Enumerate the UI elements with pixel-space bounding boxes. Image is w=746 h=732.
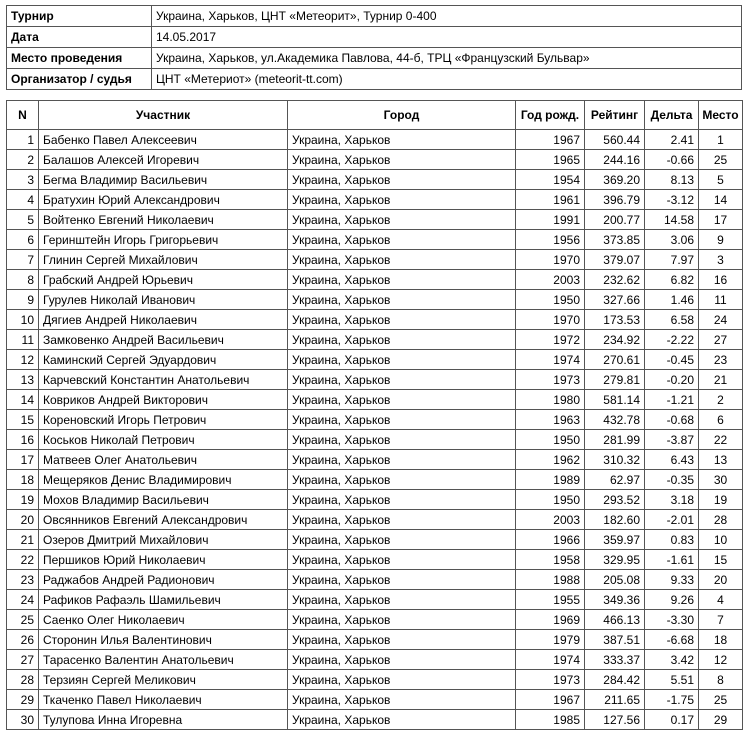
cell-number: 15 [7, 410, 39, 430]
cell-birth-year: 1988 [516, 570, 585, 590]
cell-place: 11 [699, 290, 743, 310]
cell-number: 26 [7, 630, 39, 650]
cell-place: 25 [699, 690, 743, 710]
cell-participant: Глинин Сергей Михайлович [39, 250, 288, 270]
cell-delta: -3.30 [645, 610, 699, 630]
cell-rating: 329.95 [585, 550, 645, 570]
cell-delta: 6.58 [645, 310, 699, 330]
cell-birth-year: 1967 [516, 130, 585, 150]
cell-number: 5 [7, 210, 39, 230]
cell-city: Украина, Харьков [288, 330, 516, 350]
cell-place: 18 [699, 630, 743, 650]
cell-participant: Ткаченко Павел Николаевич [39, 690, 288, 710]
cell-place: 15 [699, 550, 743, 570]
cell-city: Украина, Харьков [288, 450, 516, 470]
cell-city: Украина, Харьков [288, 670, 516, 690]
cell-number: 21 [7, 530, 39, 550]
cell-number: 8 [7, 270, 39, 290]
table-row [7, 230, 743, 250]
table-row [7, 670, 743, 690]
cell-place: 20 [699, 570, 743, 590]
cell-city: Украина, Харьков [288, 230, 516, 250]
column-header-number: N [7, 101, 39, 130]
cell-number: 25 [7, 610, 39, 630]
cell-city: Украина, Харьков [288, 490, 516, 510]
cell-number: 4 [7, 190, 39, 210]
cell-participant: Овсянников Евгений Александрович [39, 510, 288, 530]
table-row [7, 350, 743, 370]
cell-number: 17 [7, 450, 39, 470]
table-row [7, 590, 743, 610]
cell-participant: Войтенко Евгений Николаевич [39, 210, 288, 230]
cell-birth-year: 1967 [516, 690, 585, 710]
table-header-row [7, 101, 743, 130]
cell-number: 18 [7, 470, 39, 490]
cell-participant: Озеров Дмитрий Михайлович [39, 530, 288, 550]
info-value: ЦНТ «Метериот» (meteorit-tt.com) [152, 69, 742, 90]
cell-city: Украина, Харьков [288, 550, 516, 570]
tournament-info-table [6, 5, 742, 90]
cell-place: 7 [699, 610, 743, 630]
cell-rating: 369.20 [585, 170, 645, 190]
cell-participant: Раджабов Андрей Радионович [39, 570, 288, 590]
table-row [7, 610, 743, 630]
cell-rating: 466.13 [585, 610, 645, 630]
table-row [7, 630, 743, 650]
cell-birth-year: 1961 [516, 190, 585, 210]
table-row [7, 690, 743, 710]
cell-place: 29 [699, 710, 743, 730]
cell-number: 12 [7, 350, 39, 370]
cell-place: 13 [699, 450, 743, 470]
cell-city: Украина, Харьков [288, 530, 516, 550]
table-row [7, 710, 743, 730]
cell-place: 30 [699, 470, 743, 490]
cell-number: 30 [7, 710, 39, 730]
cell-rating: 560.44 [585, 130, 645, 150]
cell-rating: 127.56 [585, 710, 645, 730]
cell-delta: 3.06 [645, 230, 699, 250]
cell-birth-year: 1950 [516, 490, 585, 510]
cell-place: 27 [699, 330, 743, 350]
cell-participant: Мещеряков Денис Владимирович [39, 470, 288, 490]
cell-rating: 200.77 [585, 210, 645, 230]
cell-city: Украина, Харьков [288, 710, 516, 730]
cell-number: 19 [7, 490, 39, 510]
info-label: Турнир [7, 6, 152, 27]
cell-city: Украина, Харьков [288, 130, 516, 150]
cell-rating: 293.52 [585, 490, 645, 510]
cell-rating: 359.97 [585, 530, 645, 550]
column-header-delta: Дельта [645, 101, 699, 130]
cell-birth-year: 1956 [516, 230, 585, 250]
cell-number: 24 [7, 590, 39, 610]
cell-birth-year: 1955 [516, 590, 585, 610]
cell-participant: Братухин Юрий Александрович [39, 190, 288, 210]
cell-delta: 7.97 [645, 250, 699, 270]
cell-participant: Саенко Олег Николаевич [39, 610, 288, 630]
cell-number: 2 [7, 150, 39, 170]
cell-delta: -2.22 [645, 330, 699, 350]
cell-delta: -2.01 [645, 510, 699, 530]
cell-city: Украина, Харьков [288, 250, 516, 270]
cell-birth-year: 1974 [516, 350, 585, 370]
cell-place: 23 [699, 350, 743, 370]
cell-city: Украина, Харьков [288, 610, 516, 630]
cell-birth-year: 1985 [516, 710, 585, 730]
table-row [7, 310, 743, 330]
cell-place: 17 [699, 210, 743, 230]
cell-number: 14 [7, 390, 39, 410]
cell-number: 10 [7, 310, 39, 330]
table-row [7, 330, 743, 350]
cell-delta: 8.13 [645, 170, 699, 190]
table-row [7, 290, 743, 310]
table-row [7, 490, 743, 510]
cell-number: 27 [7, 650, 39, 670]
cell-delta: 9.26 [645, 590, 699, 610]
cell-participant: Каминский Сергей Эдуардович [39, 350, 288, 370]
cell-birth-year: 1958 [516, 550, 585, 570]
cell-place: 28 [699, 510, 743, 530]
column-header-city: Город [288, 101, 516, 130]
cell-participant: Матвеев Олег Анатольевич [39, 450, 288, 470]
cell-city: Украина, Харьков [288, 190, 516, 210]
cell-delta: 6.82 [645, 270, 699, 290]
cell-delta: 6.43 [645, 450, 699, 470]
cell-delta: -0.35 [645, 470, 699, 490]
cell-birth-year: 1989 [516, 470, 585, 490]
cell-rating: 211.65 [585, 690, 645, 710]
cell-city: Украина, Харьков [288, 150, 516, 170]
cell-delta: 1.46 [645, 290, 699, 310]
cell-place: 9 [699, 230, 743, 250]
cell-delta: 0.17 [645, 710, 699, 730]
cell-birth-year: 2003 [516, 270, 585, 290]
table-row [7, 510, 743, 530]
cell-rating: 373.85 [585, 230, 645, 250]
cell-number: 22 [7, 550, 39, 570]
cell-delta: -0.20 [645, 370, 699, 390]
table-row [7, 470, 743, 490]
cell-delta: 5.51 [645, 670, 699, 690]
cell-rating: 284.42 [585, 670, 645, 690]
cell-rating: 173.53 [585, 310, 645, 330]
cell-city: Украина, Харьков [288, 170, 516, 190]
cell-participant: Терзиян Сергей Меликович [39, 670, 288, 690]
cell-participant: Кореновский Игорь Петрович [39, 410, 288, 430]
cell-place: 14 [699, 190, 743, 210]
cell-place: 16 [699, 270, 743, 290]
cell-participant: Сторонин Илья Валентинович [39, 630, 288, 650]
table-row [7, 550, 743, 570]
cell-number: 20 [7, 510, 39, 530]
cell-delta: -0.45 [645, 350, 699, 370]
cell-place: 25 [699, 150, 743, 170]
table-row [7, 450, 743, 470]
cell-birth-year: 1966 [516, 530, 585, 550]
cell-participant: Рафиков Рафаэль Шамильевич [39, 590, 288, 610]
cell-city: Украина, Харьков [288, 470, 516, 490]
cell-rating: 349.36 [585, 590, 645, 610]
column-header-birth-year: Год рожд. [516, 101, 585, 130]
info-label: Дата [7, 27, 152, 48]
cell-delta: -3.87 [645, 430, 699, 450]
cell-number: 1 [7, 130, 39, 150]
cell-rating: 281.99 [585, 430, 645, 450]
cell-number: 28 [7, 670, 39, 690]
cell-city: Украина, Харьков [288, 310, 516, 330]
cell-delta: -1.61 [645, 550, 699, 570]
cell-number: 16 [7, 430, 39, 450]
cell-place: 6 [699, 410, 743, 430]
table-row [7, 410, 743, 430]
cell-participant: Тулупова Инна Игоревна [39, 710, 288, 730]
table-row [7, 150, 743, 170]
cell-birth-year: 1979 [516, 630, 585, 650]
cell-participant: Гурулев Николай Иванович [39, 290, 288, 310]
cell-city: Украина, Харьков [288, 290, 516, 310]
cell-city: Украина, Харьков [288, 690, 516, 710]
cell-birth-year: 1950 [516, 290, 585, 310]
cell-birth-year: 1974 [516, 650, 585, 670]
cell-birth-year: 1970 [516, 250, 585, 270]
cell-number: 11 [7, 330, 39, 350]
cell-city: Украина, Харьков [288, 630, 516, 650]
table-row [7, 190, 743, 210]
cell-rating: 396.79 [585, 190, 645, 210]
table-row [7, 370, 743, 390]
cell-number: 3 [7, 170, 39, 190]
table-row [7, 570, 743, 590]
cell-rating: 581.14 [585, 390, 645, 410]
cell-birth-year: 1973 [516, 370, 585, 390]
cell-place: 5 [699, 170, 743, 190]
cell-rating: 379.07 [585, 250, 645, 270]
cell-rating: 387.51 [585, 630, 645, 650]
cell-place: 8 [699, 670, 743, 690]
cell-city: Украина, Харьков [288, 390, 516, 410]
column-header-rating: Рейтинг [585, 101, 645, 130]
cell-city: Украина, Харьков [288, 350, 516, 370]
cell-birth-year: 1950 [516, 430, 585, 450]
cell-participant: Дягиев Андрей Николаевич [39, 310, 288, 330]
cell-delta: 3.42 [645, 650, 699, 670]
cell-participant: Геринштейн Игорь Григорьевич [39, 230, 288, 250]
cell-participant: Тарасенко Валентин Анатольевич [39, 650, 288, 670]
cell-delta: -3.12 [645, 190, 699, 210]
cell-delta: 3.18 [645, 490, 699, 510]
cell-delta: 2.41 [645, 130, 699, 150]
cell-place: 2 [699, 390, 743, 410]
cell-place: 19 [699, 490, 743, 510]
cell-number: 6 [7, 230, 39, 250]
participants-table-body [7, 130, 743, 730]
cell-birth-year: 1969 [516, 610, 585, 630]
column-header-place: Место [699, 101, 743, 130]
info-label: Место проведения [7, 48, 152, 69]
cell-city: Украина, Харьков [288, 430, 516, 450]
table-row [7, 650, 743, 670]
cell-participant: Мохов Владимир Васильевич [39, 490, 288, 510]
cell-participant: Бабенко Павел Алексеевич [39, 130, 288, 150]
cell-number: 13 [7, 370, 39, 390]
cell-birth-year: 1962 [516, 450, 585, 470]
cell-birth-year: 1991 [516, 210, 585, 230]
column-header-participant: Участник [39, 101, 288, 130]
cell-city: Украина, Харьков [288, 210, 516, 230]
info-row-venue [7, 48, 742, 69]
cell-city: Украина, Харьков [288, 270, 516, 290]
table-row [7, 270, 743, 290]
cell-delta: -6.68 [645, 630, 699, 650]
cell-rating: 432.78 [585, 410, 645, 430]
cell-birth-year: 1963 [516, 410, 585, 430]
cell-rating: 205.08 [585, 570, 645, 590]
table-row [7, 130, 743, 150]
table-row [7, 390, 743, 410]
cell-rating: 333.37 [585, 650, 645, 670]
cell-number: 7 [7, 250, 39, 270]
cell-participant: Коськов Николай Петрович [39, 430, 288, 450]
cell-birth-year: 2003 [516, 510, 585, 530]
cell-city: Украина, Харьков [288, 590, 516, 610]
table-row [7, 430, 743, 450]
table-row [7, 170, 743, 190]
cell-delta: 14.58 [645, 210, 699, 230]
table-row [7, 530, 743, 550]
cell-rating: 182.60 [585, 510, 645, 530]
info-row-tournament [7, 6, 742, 27]
cell-number: 29 [7, 690, 39, 710]
cell-number: 23 [7, 570, 39, 590]
cell-city: Украина, Харьков [288, 570, 516, 590]
cell-city: Украина, Харьков [288, 510, 516, 530]
cell-city: Украина, Харьков [288, 650, 516, 670]
info-value: 14.05.2017 [152, 27, 742, 48]
cell-rating: 270.61 [585, 350, 645, 370]
cell-delta: 9.33 [645, 570, 699, 590]
info-value: Украина, Харьков, ЦНТ «Метеорит», Турнир 0-400 [152, 6, 742, 27]
cell-place: 1 [699, 130, 743, 150]
cell-place: 10 [699, 530, 743, 550]
cell-participant: Замковенко Андрей Васильевич [39, 330, 288, 350]
info-row-organizer [7, 69, 742, 90]
info-value: Украина, Харьков, ул.Академика Павлова, 44-б, ТРЦ «Французский Бульвар» [152, 48, 742, 69]
cell-participant: Бегма Владимир Васильевич [39, 170, 288, 190]
cell-participant: Грабский Андрей Юрьевич [39, 270, 288, 290]
cell-rating: 310.32 [585, 450, 645, 470]
cell-birth-year: 1973 [516, 670, 585, 690]
table-row [7, 250, 743, 270]
cell-participant: Карчевский Константин Анатольевич [39, 370, 288, 390]
cell-delta: -1.21 [645, 390, 699, 410]
cell-place: 12 [699, 650, 743, 670]
cell-place: 24 [699, 310, 743, 330]
cell-participant: Першиков Юрий Николаевич [39, 550, 288, 570]
info-label: Организатор / судья [7, 69, 152, 90]
cell-birth-year: 1970 [516, 310, 585, 330]
table-row [7, 210, 743, 230]
cell-rating: 62.97 [585, 470, 645, 490]
cell-rating: 279.81 [585, 370, 645, 390]
cell-delta: -0.68 [645, 410, 699, 430]
cell-birth-year: 1972 [516, 330, 585, 350]
cell-rating: 234.92 [585, 330, 645, 350]
cell-rating: 327.66 [585, 290, 645, 310]
cell-delta: -0.66 [645, 150, 699, 170]
cell-rating: 232.62 [585, 270, 645, 290]
cell-number: 9 [7, 290, 39, 310]
cell-delta: -1.75 [645, 690, 699, 710]
info-row-date [7, 27, 742, 48]
cell-city: Украина, Харьков [288, 410, 516, 430]
cell-participant: Балашов Алексей Игоревич [39, 150, 288, 170]
cell-participant: Ковриков Андрей Викторович [39, 390, 288, 410]
participants-table [6, 100, 743, 730]
cell-place: 3 [699, 250, 743, 270]
cell-birth-year: 1954 [516, 170, 585, 190]
cell-delta: 0.83 [645, 530, 699, 550]
cell-rating: 244.16 [585, 150, 645, 170]
cell-place: 4 [699, 590, 743, 610]
cell-birth-year: 1965 [516, 150, 585, 170]
cell-birth-year: 1980 [516, 390, 585, 410]
cell-place: 22 [699, 430, 743, 450]
cell-place: 21 [699, 370, 743, 390]
cell-city: Украина, Харьков [288, 370, 516, 390]
